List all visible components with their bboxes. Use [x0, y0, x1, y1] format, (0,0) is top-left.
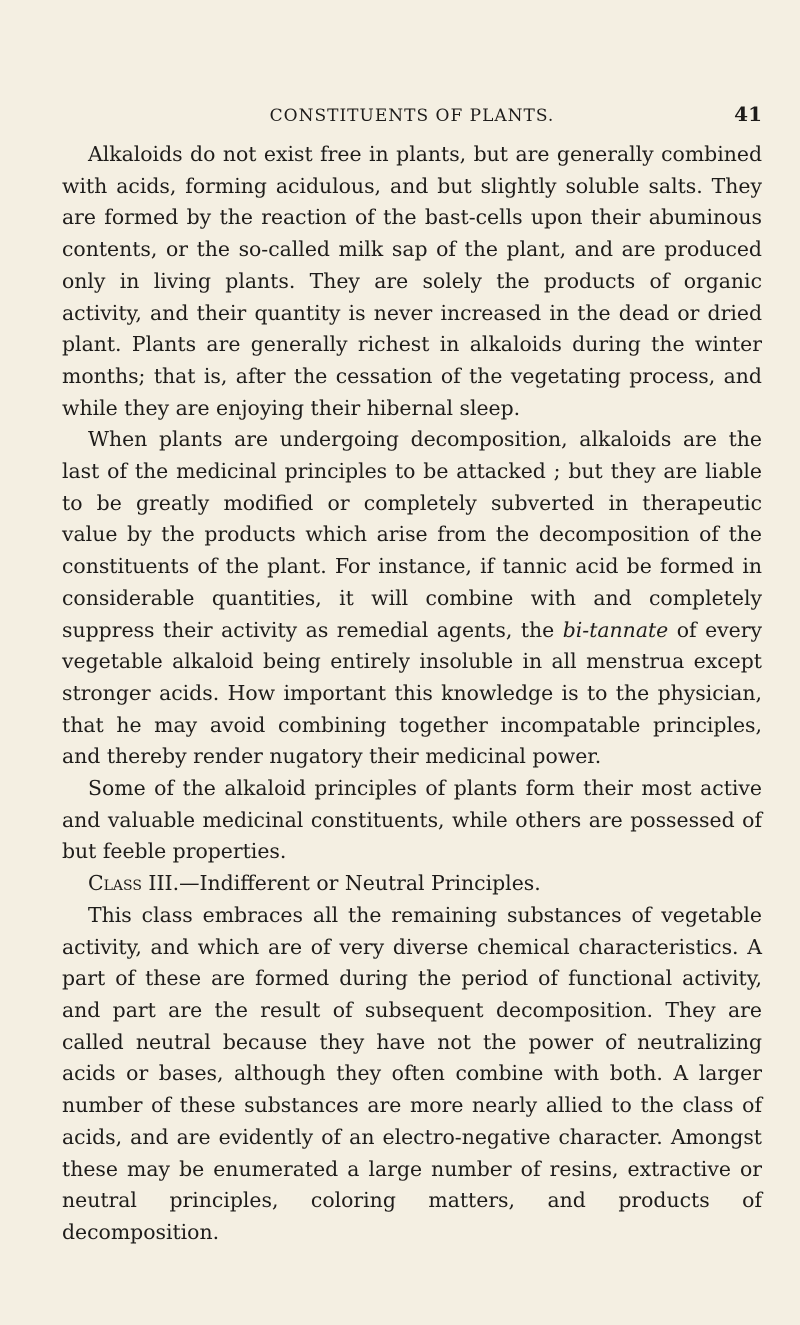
running-head: [62, 102, 762, 132]
paragraph-text: of every vegetable alkaloid being entirely insoluble in all menstrua except stronger acids. How important this knowledge is to the physician, that he may avoid combining together incompatable principles, and thereby render nugatory their medicinal power.: [62, 617, 762, 769]
paragraph-neutral-principles: This class embraces all the remaining substances of vegetable activity, and which are of very diverse chemical characteristics. A part of these are formed during the period of functional activity, and part are the result of subsequent decomposition. They are called neutral because they have not the power of neutralizing acids or bases, although they often combine with both. A larger number of these substances are more nearly allied to the class of acids, and are evidently of an electro-negative character. Amongst these may be enumerated a large number of resins, extractive or neutral principles, coloring matters, and products of decomposition.: [62, 902, 762, 1244]
paragraph-alkaloids-formation: Alkaloids do not exist free in plants, but are generally combined with acids, forming acidulous, and but slightly soluble salts. They are formed by the reaction of the bast-cells upon their abuminous contents, or the so-called milk sap of the plant, and are produced only in living plants. They are solely the products of organic activity, and their quantity is never increased in the dead or dried plant. Plants are generally richest in alkaloids during the winter months; that is, after the cessation of the vegetating process, and while they are enjoying their hibernal sleep.: [62, 142, 762, 420]
section-title: —Indifferent or Neutral Principles.: [179, 871, 541, 896]
paragraph-alkaloid-principles: Some of the alkaloid principles of plants form their most active and valuable medicinal constituents, while others are possessed of but feeble properties.: [62, 776, 762, 864]
section-heading: [62, 868, 762, 900]
paragraph-text: When plants are undergoing decomposition, alkaloids are the last of the medicinal principles to be attacked ; but they are liable to be greatly modified or completely subverted in therapeutic value by the products which arise from the decomposition of the constituents of the plant. For instance, if tannic acid be formed in considerable quantities, it will combine with and completely suppress their activity as remedial agents, the: [62, 427, 762, 642]
page-number: 41: [734, 102, 762, 126]
section-label: Class III.: [88, 871, 180, 896]
running-title: CONSTITUENTS OF PLANTS.: [269, 106, 555, 126]
body-text: [62, 139, 762, 1249]
paragraph-alkaloids-decomposition: [62, 424, 762, 773]
italic-term: bi-tannate: [562, 617, 669, 642]
